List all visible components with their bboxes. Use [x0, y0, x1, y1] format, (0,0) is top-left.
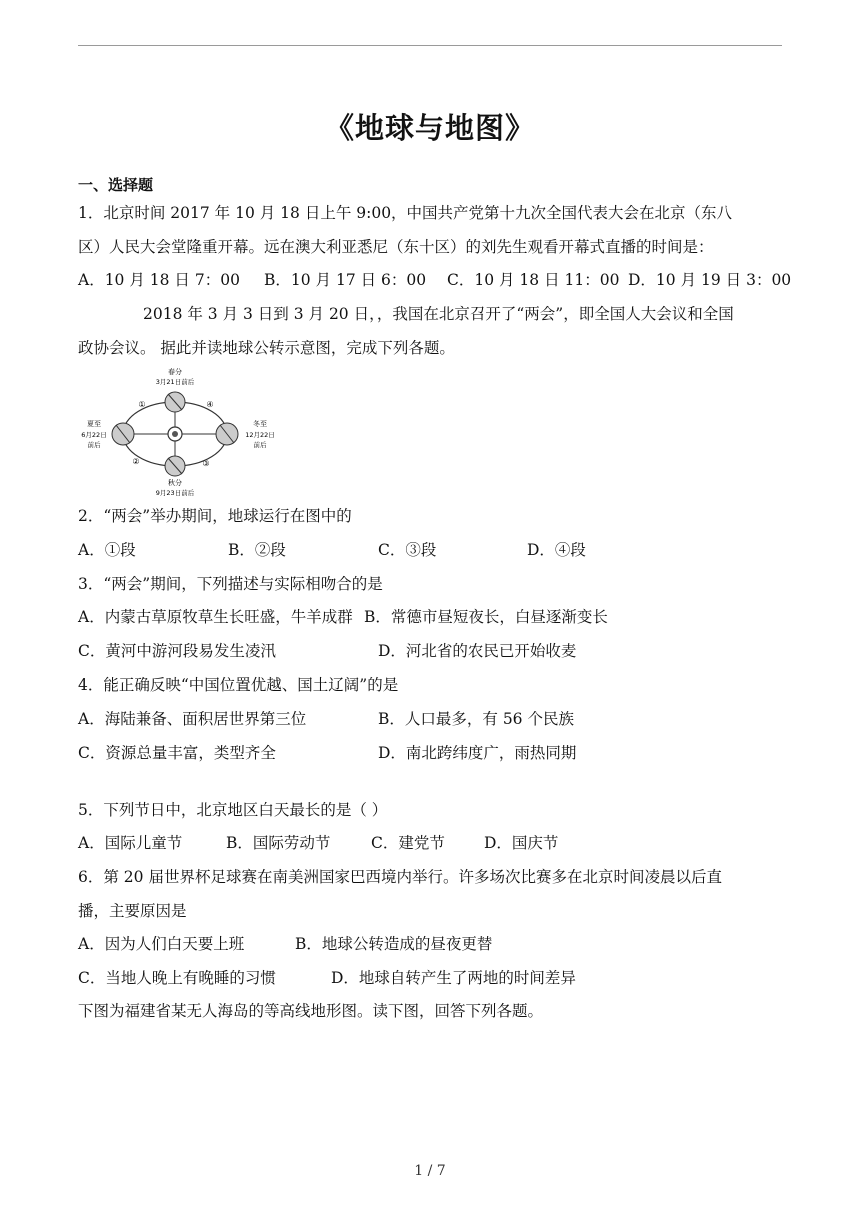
segment-3-label: ③	[202, 459, 210, 468]
q3-option-b: B．常德市昼短夜长，白昼逐渐变长	[364, 608, 608, 626]
q5-option-a: A．国际儿童节	[78, 834, 183, 852]
earth-spring-icon	[165, 392, 185, 412]
summer-date-line1: 6月22日	[81, 431, 107, 439]
q5-option-c: C．建党节	[371, 834, 445, 852]
q6-option-a: A．因为人们白天要上班	[78, 935, 245, 953]
earth-revolution-diagram	[78, 366, 278, 498]
q6-stem-line1: 6．第 20 届世界杯足球赛在南美洲国家巴西境内举行。许多场次比赛多在北京时间凌晨以后直	[78, 868, 722, 886]
earth-autumn-icon	[165, 456, 185, 476]
winter-date-line1: 12月22日	[245, 431, 275, 439]
intro1-line2: 政协会议。 据此并读地球公转示意图，完成下列各题。	[78, 339, 455, 357]
header-rule	[78, 45, 782, 46]
q4-option-c: C．资源总量丰富，类型齐全	[78, 744, 276, 762]
page-title: 《地球与地图》	[324, 111, 535, 145]
page-number: 1 / 7	[414, 1163, 446, 1179]
winter-date-line2: 前后	[253, 441, 267, 449]
q3-option-d: D．河北省的农民已开始收麦	[378, 642, 577, 660]
q1-stem-line1: 1．北京时间 2017 年 10 月 18 日上午 9:00，中国共产党第十九次全国代表大会在北京（东八	[78, 204, 733, 222]
summer-date-line2: 前后	[87, 441, 101, 449]
segment-4-label: ④	[206, 400, 214, 409]
intro2: 下图为福建省某无人海岛的等高线地形图。读下图，回答下列各题。	[78, 1002, 544, 1020]
earth-summer-icon	[112, 423, 134, 445]
summer-label: 夏至	[87, 420, 101, 428]
q6-stem-line2: 播，主要原因是	[78, 902, 187, 920]
q1-option-d: D．10 月 19 日 3：00	[628, 271, 792, 289]
q1-option-a: A．10 月 18 日 7：00	[78, 271, 240, 289]
q5-stem: 5．下列节日中，北京地区白天最长的是（ ）	[78, 801, 388, 819]
segment-2-label: ②	[132, 457, 140, 466]
q2-stem: 2．“两会”举办期间，地球运行在图中的	[78, 507, 352, 525]
q5-option-d: D．国庆节	[484, 834, 559, 852]
segment-1-label: ①	[138, 400, 146, 409]
autumn-date: 9月23日前后	[155, 489, 195, 497]
q3-option-a: A．内蒙古草原牧草生长旺盛，牛羊成群	[78, 608, 353, 626]
spring-label: 春分	[168, 368, 182, 376]
autumn-label: 秋分	[168, 479, 182, 487]
q1-stem-line2: 区）人民大会堂隆重开幕。远在澳大利亚悉尼（东十区）的刘先生观看开幕式直播的时间是：	[78, 238, 714, 256]
q4-stem: 4．能正确反映“中国位置优越、国土辽阔”的是	[78, 676, 399, 694]
section-heading: 一、选择题	[78, 176, 154, 194]
earth-winter-icon	[216, 423, 238, 445]
q2-option-c: C．③段	[378, 541, 437, 559]
sun-icon	[168, 427, 182, 441]
q1-option-b: B．10 月 17 日 6：00	[264, 271, 427, 289]
q6-option-d: D．地球自转产生了两地的时间差异	[331, 969, 576, 987]
q3-option-c: C．黄河中游河段易发生凌汛	[78, 642, 276, 660]
q2-option-b: B．②段	[228, 541, 286, 559]
q4-option-d: D．南北跨纬度广，雨热同期	[378, 744, 577, 762]
intro1-line1: 2018 年 3 月 3 日到 3 月 20 日，，我国在北京召开了“两会”，即全国人大会议和全国	[143, 305, 734, 323]
q1-option-c: C．10 月 18 日 11：00	[447, 271, 620, 289]
q5-option-b: B．国际劳动节	[226, 834, 331, 852]
spring-date: 3月21日前后	[155, 378, 195, 386]
winter-label: 冬至	[253, 420, 267, 428]
q4-option-a: A．海陆兼备、面积居世界第三位	[78, 710, 307, 728]
q3-stem: 3．“两会”期间，下列描述与实际相吻合的是	[78, 575, 383, 593]
q4-option-b: B．人口最多，有 56 个民族	[378, 710, 574, 728]
q6-option-c: C．当地人晚上有晚睡的习惯	[78, 969, 276, 987]
q6-option-b: B．地球公转造成的昼夜更替	[295, 935, 493, 953]
q2-option-d: D．④段	[527, 541, 586, 559]
q2-option-a: A．①段	[78, 541, 136, 559]
